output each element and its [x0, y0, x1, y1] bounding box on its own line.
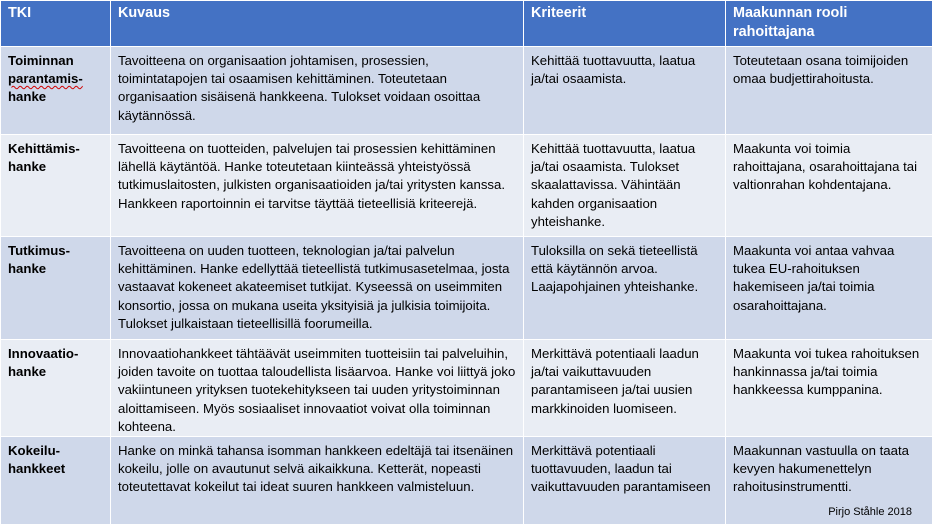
header-kriteerit: Kriteerit — [524, 1, 726, 47]
row-role: Maakunta voi tukea rahoituksen hankinnassa ja/tai toimia hankkeessa kumppanina. — [726, 340, 932, 437]
row-role: Toteutetaan osana toimijoiden omaa budjettirahoitusta. — [726, 47, 932, 135]
row-name-line: Tutkimus- — [8, 242, 103, 260]
row-description: Hanke on minkä tahansa isomman hankkeen edeltäjä tai itsenäinen kokeilu, jolle on avautunut selvä aikaikkuna. Ketterät, nopeasti toteutettavat kokeilut tai ideat suuren hankkeen valmisteluun. — [111, 437, 524, 525]
row-name-line: Kehittämis- — [8, 140, 103, 158]
row-criteria: Kehittää tuottavuutta, laatua ja/tai osaamista. Tulokset skaalattavissa. Vähintään kahden organisaation yhteishanke. — [524, 135, 726, 237]
row-name-cell — [1, 47, 111, 135]
row-role: Maakunnan vastuulla on taata kevyen hakumenettelyn rahoitusinstrumentti. — [726, 437, 932, 525]
row-name-line: hanke — [8, 363, 103, 381]
row-criteria: Kehittää tuottavuutta, laatua ja/tai osaamista. — [524, 47, 726, 135]
row-criteria: Merkittävä potentiaali tuottavuuden, laadun tai vaikuttavuuden parantamiseen — [524, 437, 726, 525]
row-description: Tavoitteena on organisaation johtamisen, prosessien, toimintatapojen tai osaamisen kehittäminen. Toteutetaan organisaation sisäisenä hankkeena. Tulokset voidaan osoittaa käytännössä. — [111, 47, 524, 135]
author-credit: Pirjo Ståhle 2018 — [828, 506, 912, 518]
row-description: Tavoitteena on tuotteiden, palvelujen tai prosessien kehittäminen lähellä käytäntöä. Hanke toteutetaan kiinteässä yhteistyössä tutkimuslaitosten, julkisten organisaatioiden ja/tai yritysten kanssa. Hankkeen raportoinnin ei tarvitse täyttää tieteellisiä kriteerejä. — [111, 135, 524, 237]
row-criteria: Merkittävä potentiaali laadun ja/tai vaikuttavuuden parantamiseen ja/tai uusien markkinoiden luomiseen. — [524, 340, 726, 437]
row-role: Maakunta voi toimia rahoittajana, osarahoittajana tai valtionrahan kohdentajana. — [726, 135, 932, 237]
row-name-line: hanke — [8, 260, 103, 278]
row-name-line: Toiminnan — [8, 52, 103, 70]
row-name-line: hanke — [8, 88, 103, 106]
row-name-cell — [1, 340, 111, 437]
row-name-line: Kokeilu- — [8, 442, 103, 460]
header-maakunnan-rooli: Maakunnan rooli rahoittajana — [726, 1, 932, 47]
table-row — [1, 437, 932, 525]
row-name-cell — [1, 437, 111, 525]
row-name-cell — [1, 237, 111, 340]
header-kuvaus: Kuvaus — [111, 1, 524, 47]
row-description: Tavoitteena on uuden tuotteen, teknologian ja/tai palvelun kehittäminen. Hanke edellyttää tieteellistä tutkimusasetelmaa, josta vastaavat kokeneet akateemiset tutkijat. Kyseessä on useimmiten konsortio, jossa on mukana useita yksityisiä ja julkisia toimijoita. Tulokset julkaistaan tieteellisillä foorumeilla. — [111, 237, 524, 340]
row-description: Innovaatiohankkeet tähtäävät useimmiten tuotteisiin tai palveluihin, joiden tavoite on tuottaa taloudellista lisäarvoa. Hanke voi liittyä joko vakiintuneen yrityksen tuotekehitykseen tai uuden yritystoiminnan aloittamiseen. Myös sosiaaliset innovaatiot voivat olla toiminnan kohteena. — [111, 340, 524, 437]
row-name-line: Innovaatio- — [8, 345, 103, 363]
table-row — [1, 340, 932, 437]
row-criteria: Tuloksilla on sekä tieteellistä että käytännön arvoa. Laajapohjainen yhteishanke. — [524, 237, 726, 340]
header-row — [1, 1, 932, 47]
row-name-line: hanke — [8, 158, 103, 176]
table-row — [1, 47, 932, 135]
header-tki: TKI — [1, 1, 111, 47]
row-name-cell — [1, 135, 111, 237]
row-name-line: hankkeet — [8, 460, 103, 478]
table-row — [1, 135, 932, 237]
row-role: Maakunta voi antaa vahvaa tukea EU-rahoituksen hakemiseen ja/tai toimia osarahoittajana. — [726, 237, 932, 340]
row-name-line: parantamis- — [8, 70, 103, 88]
table-row — [1, 237, 932, 340]
